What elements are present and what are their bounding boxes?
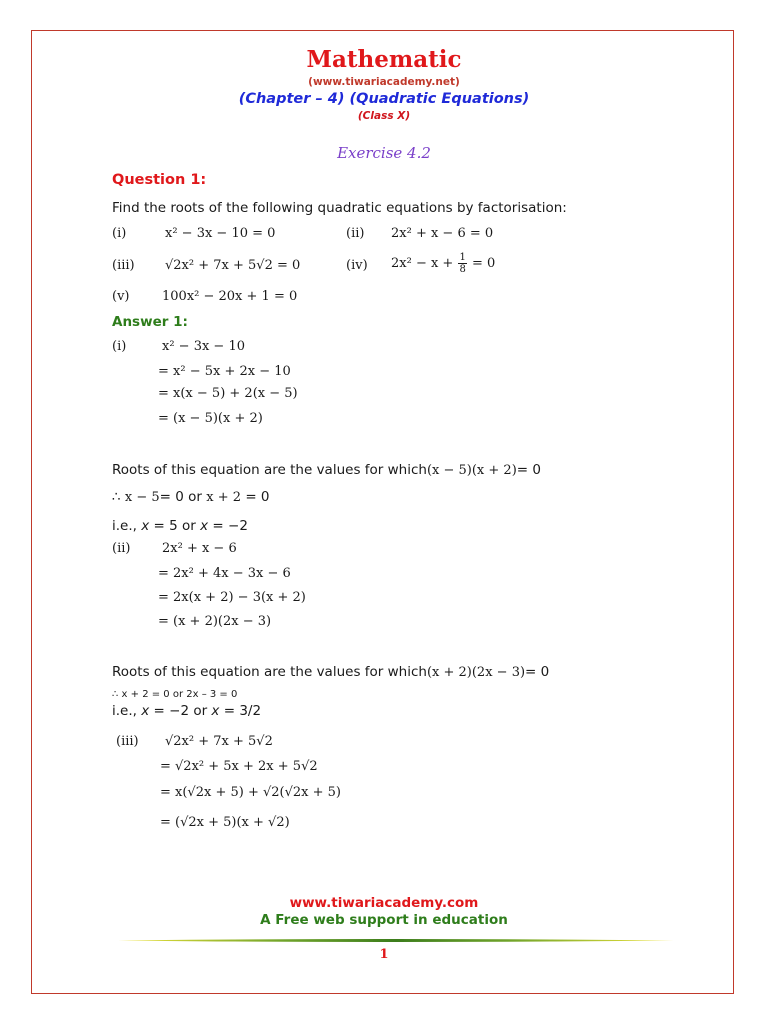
roots-text-i: Roots of this equation are the values for which: [112, 462, 427, 478]
footer-divider: [118, 938, 674, 943]
cond-a-eq-i: = 0 or: [159, 489, 202, 505]
roots-statement-ii: [112, 664, 549, 680]
ans-iii-line-1: √2x² + 7x + 5√2: [165, 734, 273, 749]
footer-tagline: A Free web support in education: [260, 912, 508, 928]
part-expr-iv: [391, 252, 495, 275]
roots-statement-i: [112, 462, 541, 478]
cond-b-eq-i: = 0: [245, 489, 270, 505]
ie-line-ii: [112, 703, 261, 719]
part-expr-i: x² − 3x − 10 = 0: [165, 226, 276, 241]
fraction-numerator: 1: [459, 252, 466, 263]
part-label-iii: (iii): [112, 258, 135, 273]
ie-ii-t3: = 3/2: [219, 703, 262, 719]
part-expr-ii: 2x² + x − 6 = 0: [391, 226, 494, 241]
ie-i-t3: = −2: [208, 518, 248, 534]
ie-ii-v1: x: [141, 703, 150, 719]
ans-iii-line-2: = √2x² + 5x + 2x + 5√2: [160, 759, 318, 774]
ie-i-v2: x: [200, 518, 209, 534]
ie-line-i: [112, 518, 248, 534]
fraction-one-eighth: [458, 252, 466, 275]
class-label: (Class X): [357, 110, 411, 122]
ans-iii-line-3: = x(√2x + 5) + √2(√2x + 5): [160, 785, 341, 800]
ans-i-line-2: = x² − 5x + 2x − 10: [158, 364, 291, 379]
ie-ii-t2: = −2 or: [149, 703, 212, 719]
roots-expr-ii: (x + 2)(2x − 3): [426, 665, 526, 680]
ans-label-i: (i): [112, 339, 127, 354]
ans-ii-line-4: = (x + 2)(2x − 3): [158, 614, 272, 629]
ans-ii-line-2: = 2x² + 4x − 3x − 6: [158, 566, 291, 581]
ie-i-t1: i.e.,: [112, 518, 142, 534]
answer-heading: Answer 1:: [112, 314, 188, 330]
footer-url[interactable]: www.tiwariacademy.com: [289, 895, 479, 911]
ie-ii-v2: x: [211, 703, 220, 719]
part-label-i: (i): [112, 226, 127, 241]
roots-eq-i: = 0: [516, 462, 541, 478]
part-label-iv: (iv): [346, 258, 368, 273]
part-label-v: (v): [112, 289, 130, 304]
roots-eq-ii: = 0: [525, 664, 550, 680]
ans-i-line-3: = x(x − 5) + 2(x − 5): [158, 386, 298, 401]
ans-i-line-4: = (x − 5)(x + 2): [158, 411, 263, 426]
therefore-line-ii: ∴ x + 2 = 0 or 2x – 3 = 0: [112, 689, 238, 700]
page-title: Mathematic: [306, 46, 462, 73]
ans-ii-line-1: 2x² + x − 6: [162, 541, 237, 556]
cond-b-i: x + 2: [206, 490, 242, 505]
ans-i-line-1: x² − 3x − 10: [162, 339, 246, 354]
cond-a-i: x − 5: [124, 490, 160, 505]
page-number: 1: [379, 947, 389, 962]
ans-label-ii: (ii): [112, 541, 131, 556]
ans-label-iii: (iii): [116, 734, 139, 749]
therefore-symbol-i: ∴: [112, 489, 121, 505]
part-label-ii: (ii): [346, 226, 365, 241]
part-expr-iii: √2x² + 7x + 5√2 = 0: [165, 258, 301, 273]
ie-i-v1: x: [141, 518, 150, 534]
ans-iii-line-4: = (√2x + 5)(x + √2): [160, 815, 290, 830]
ie-ii-t1: i.e.,: [112, 703, 142, 719]
site-link-top[interactable]: (www.tiwariacademy.net): [308, 76, 460, 88]
ie-i-t2: = 5 or: [149, 518, 201, 534]
chapter-heading: (Chapter – 4) (Quadratic Equations): [238, 91, 530, 107]
ans-ii-line-3: = 2x(x + 2) − 3(x + 2): [158, 590, 306, 605]
part-expr-iv-b: = 0: [471, 256, 496, 271]
roots-text-ii: Roots of this equation are the values for which: [112, 664, 427, 680]
part-expr-v: 100x² − 20x + 1 = 0: [162, 289, 298, 304]
part-expr-iv-a: 2x² − x +: [391, 256, 454, 271]
question-heading: Question 1:: [112, 172, 207, 188]
exercise-heading: Exercise 4.2: [337, 144, 431, 162]
fraction-denominator: 8: [459, 264, 466, 275]
therefore-line-i: [112, 489, 270, 505]
question-prompt: Find the roots of the following quadratic equations by factorisation:: [112, 200, 567, 216]
roots-expr-i: (x − 5)(x + 2): [426, 463, 517, 478]
